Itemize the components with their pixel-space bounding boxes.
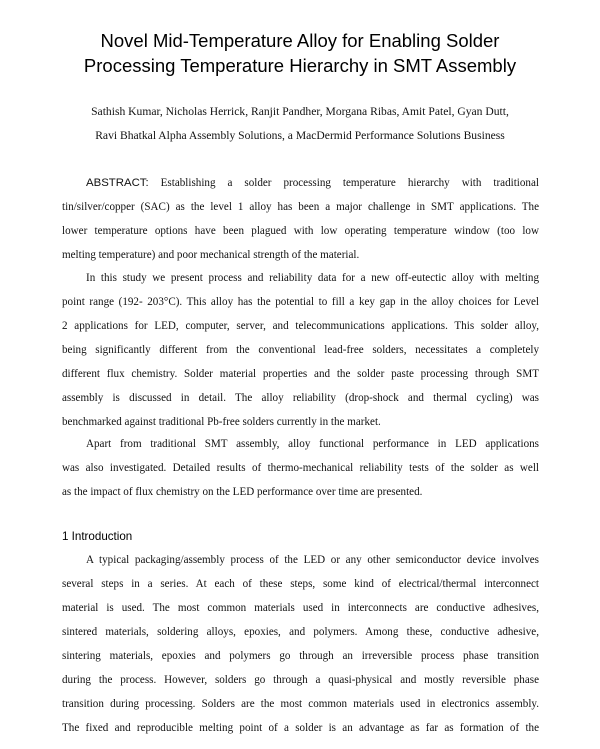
abstract-line-1-text: Establishing a solder processing temperature hierarchy with traditional	[148, 177, 539, 189]
abstract-line: lower temperature options have been plagued with low operating temperature window (too low	[62, 225, 539, 237]
paragraph-line: several steps in a series. At each of these steps, some kind of electrical/thermal interconnect	[62, 578, 539, 590]
paragraph-line: 2 applications for LED, computer, server, and telecommunications applications. This solder alloy,	[62, 320, 539, 332]
paragraph-line: material is used. The most common materials used in interconnects are conductive adhesives,	[62, 602, 539, 614]
paper-title	[0, 28, 600, 78]
paper-title-line-1: Novel Mid-Temperature Alloy for Enabling Solder	[100, 30, 500, 51]
intro-paragraph	[62, 548, 539, 740]
paragraph-line: benchmarked against traditional Pb-free solders currently in the market.	[62, 416, 381, 428]
paragraph-line: The fixed and reproducible melting point of a solder is an advantage as far as formation of the	[62, 722, 539, 734]
abstract-paragraph	[62, 171, 539, 267]
abstract-line: tin/silver/copper (SAC) as the level 1 alloy has been a major challenge in SMT applications. The	[62, 201, 539, 213]
abstract-line: melting temperature) and poor mechanical strength of the material.	[62, 249, 360, 261]
author-names: Sathish Kumar, Nicholas Herrick, Ranjit Pandher, Morgana Ribas, Amit Patel, Gyan Dutt,	[91, 105, 509, 118]
abstract-line	[62, 171, 539, 195]
author-affiliation: Ravi Bhatkal Alpha Assembly Solutions, a MacDermid Performance Solutions Business	[95, 129, 505, 142]
abstract-label: ABSTRACT:	[86, 177, 149, 189]
paragraph-line: during the process. However, solders go through a quasi-physical and mostly reversible phase	[62, 674, 539, 686]
paragraph-line: sintered materials, soldering alloys, epoxies, and polymers. Among these, conductive adhesive,	[62, 626, 539, 638]
paragraph-line: In this study we present process and reliability data for a new off-eutectic alloy with melting	[86, 272, 539, 284]
led-paragraph	[62, 432, 539, 504]
paragraph-line: A typical packaging/assembly process of the LED or any other semiconductor device involves	[86, 554, 539, 566]
author-block	[0, 100, 600, 148]
paragraph-line: sintering materials, epoxies and polymers go through an irreversible process phase transition	[62, 650, 539, 662]
paragraph-line: assembly is discussed in detail. The alloy reliability (drop-shock and thermal cycling) was	[62, 392, 539, 404]
paragraph-line: as the impact of flux chemistry on the LED performance over time are presented.	[62, 486, 423, 498]
paragraph-line: different flux chemistry. Solder material properties and the solder paste processing through SMT	[62, 368, 539, 380]
paragraph-line: point range (192- 203°C). This alloy has the potential to fill a key gap in the alloy choices for Level	[62, 296, 539, 308]
paragraph-line: transition during processing. Solders are the most common materials used in electronics assembly.	[62, 698, 539, 710]
paragraph-line: being significantly different from the conventional lead-free solders, necessitates a completely	[62, 344, 539, 356]
study-paragraph	[62, 266, 539, 434]
section-heading: 1 Introduction	[62, 530, 133, 543]
paragraph-line: was also investigated. Detailed results of thermo-mechanical reliability tests of the solder as well	[62, 462, 539, 474]
paper-title-line-2: Processing Temperature Hierarchy in SMT Assembly	[83, 55, 517, 76]
paragraph-line: Apart from traditional SMT assembly, alloy functional performance in LED applications	[86, 438, 539, 450]
